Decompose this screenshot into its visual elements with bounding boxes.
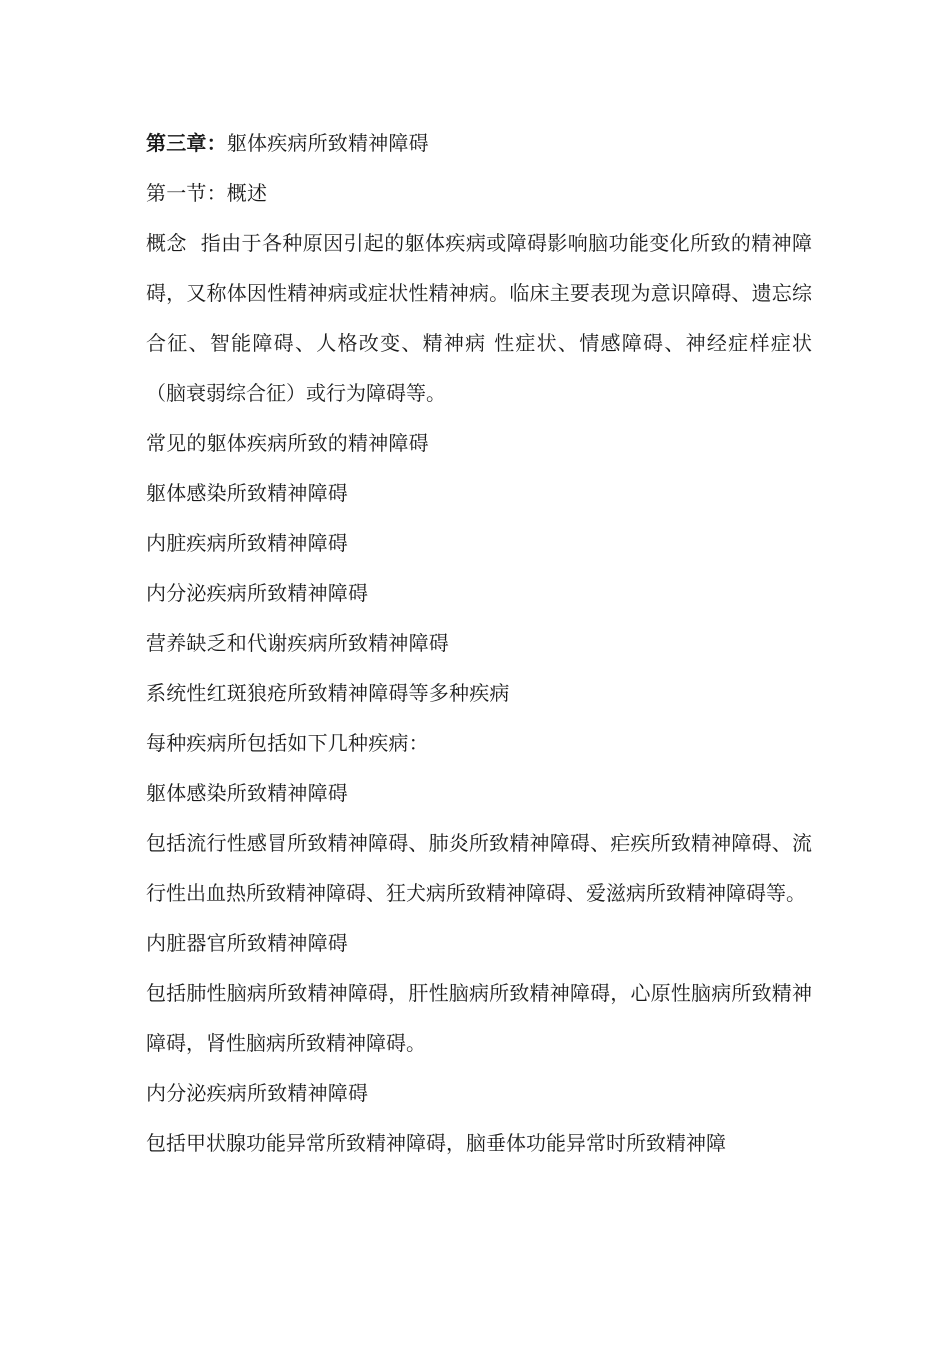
concept-label: 概念 — [146, 231, 187, 255]
list-item: 内分泌疾病所致精神障碍 — [146, 581, 369, 605]
group-heading-visceral: 内脏器官所致精神障碍 — [146, 931, 348, 955]
list-item: 系统性红斑狼疮所致精神障碍等多种疾病 — [146, 681, 510, 705]
group-heading-infection: 躯体感染所致精神障碍 — [146, 781, 348, 805]
chapter-heading — [146, 118, 812, 168]
group-text-visceral: 包括肺性脑病所致精神障碍，肝性脑病所致精神障碍，心原性脑病所致精神障碍，肾性脑病所致精神障碍。 — [146, 981, 812, 1055]
section-heading: 第一节：概述 — [146, 181, 268, 205]
group-heading-endocrine: 内分泌疾病所致精神障碍 — [146, 1081, 369, 1105]
concept-paragraph — [146, 218, 812, 418]
group-text-endocrine: 包括甲状腺功能异常所致精神障碍，脑垂体功能异常时所致精神障 — [146, 1131, 726, 1155]
group-text-infection: 包括流行性感冒所致精神障碍、肺炎所致精神障碍、疟疾所致精神障碍、流行性出血热所致精神障碍、狂犬病所致精神障碍、爱滋病所致精神障碍等。 — [146, 831, 812, 905]
common-heading: 常见的躯体疾病所致的精神障碍 — [146, 431, 429, 455]
list-item: 躯体感染所致精神障碍 — [146, 481, 348, 505]
chapter-title: 躯体疾病所致精神障碍 — [226, 131, 429, 155]
list-item: 营养缺乏和代谢疾病所致精神障碍 — [146, 631, 449, 655]
chapter-label: 第三章： — [146, 131, 227, 155]
concept-text: 指由于各种原因引起的躯体疾病或障碍影响脑功能变化所致的精神障碍，又称体因性精神病或症状性精神病。临床主要表现为意识障碍、遗忘综合征、智能障碍、人格改变、精神病 性症状、情感障碍、神经症样症状（脑衰弱综合征）或行为障碍等。 — [146, 231, 813, 405]
includes-heading: 每种疾病所包括如下几种疾病： — [146, 731, 429, 755]
document-body — [146, 118, 812, 1168]
list-item: 内脏疾病所致精神障碍 — [146, 531, 348, 555]
